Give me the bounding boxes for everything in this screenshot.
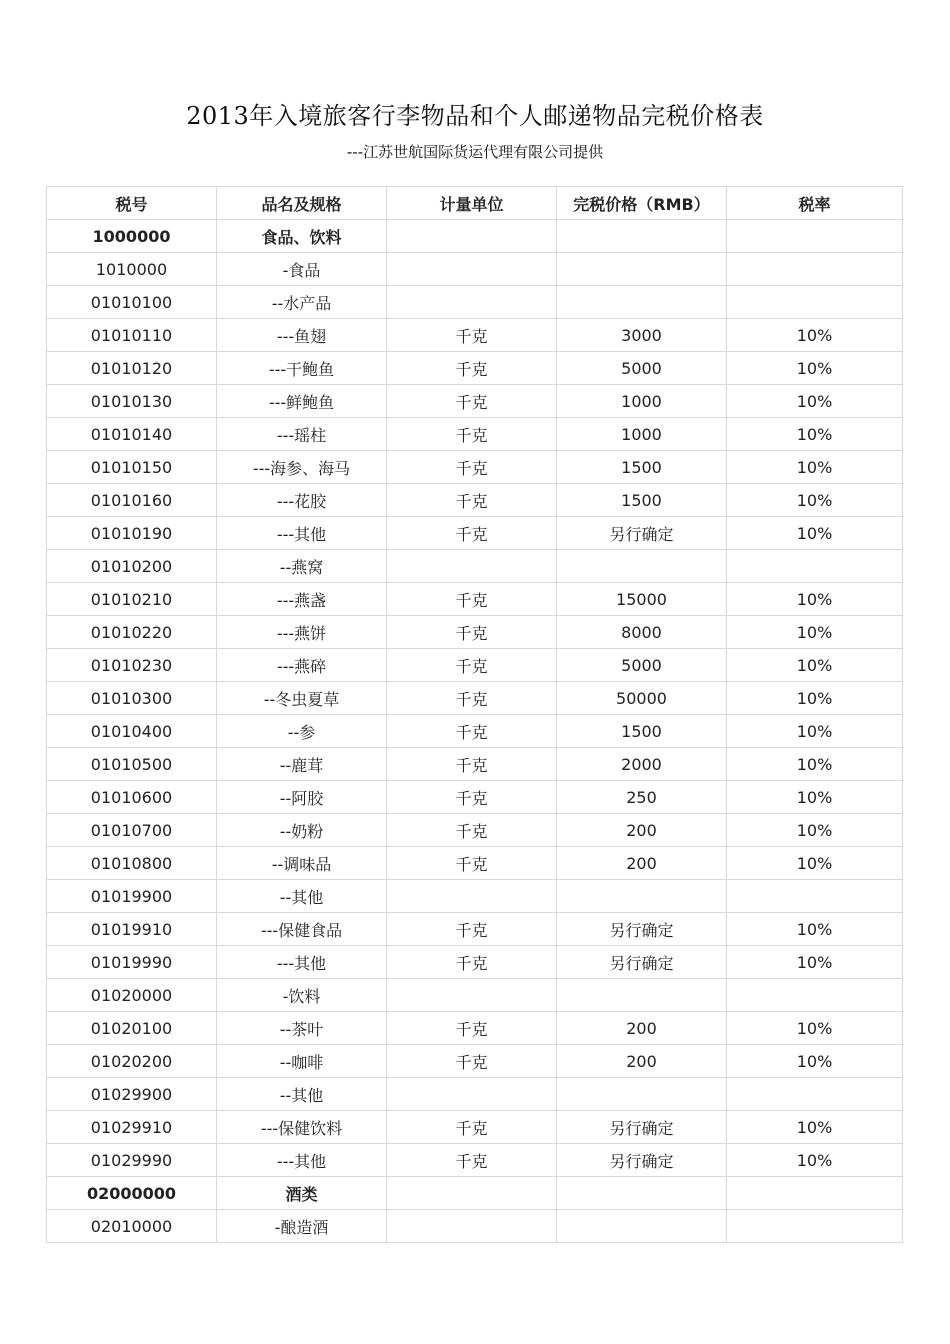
cell-tariff-number: 01019990: [47, 946, 217, 979]
cell-tariff-number: 01010230: [47, 649, 217, 682]
cell-item-name: ---保健食品: [217, 913, 387, 946]
cell-item-name: ---瑶柱: [217, 418, 387, 451]
cell-item-name: 酒类: [217, 1177, 387, 1210]
cell-unit: 千克: [387, 517, 557, 550]
cell-unit: [387, 550, 557, 583]
cell-duty-price: 200: [557, 814, 727, 847]
cell-tariff-number: 1010000: [47, 253, 217, 286]
cell-item-name: --其他: [217, 1078, 387, 1111]
cell-tariff-number: 01010140: [47, 418, 217, 451]
header-duty-price: 完税价格（RMB）: [557, 187, 727, 220]
cell-tariff-number: 01020100: [47, 1012, 217, 1045]
cell-unit: [387, 979, 557, 1012]
cell-tax-rate: 10%: [727, 946, 903, 979]
cell-item-name: ---燕碎: [217, 649, 387, 682]
cell-duty-price: [557, 1210, 727, 1243]
cell-duty-price: [557, 253, 727, 286]
table-row: [47, 220, 903, 253]
table-row: [47, 319, 903, 352]
cell-tariff-number: 01010400: [47, 715, 217, 748]
table-row: [47, 583, 903, 616]
table-row: [47, 913, 903, 946]
cell-tax-rate: 10%: [727, 682, 903, 715]
cell-tariff-number: 01010800: [47, 847, 217, 880]
cell-unit: [387, 220, 557, 253]
cell-unit: [387, 1177, 557, 1210]
cell-duty-price: 8000: [557, 616, 727, 649]
cell-item-name: ---保健饮料: [217, 1111, 387, 1144]
cell-tax-rate: 10%: [727, 715, 903, 748]
cell-tariff-number: 01029900: [47, 1078, 217, 1111]
cell-item-name: --调味品: [217, 847, 387, 880]
cell-item-name: --阿胶: [217, 781, 387, 814]
table-header-row: [47, 187, 903, 220]
cell-item-name: -食品: [217, 253, 387, 286]
cell-item-name: ---鲜鲍鱼: [217, 385, 387, 418]
cell-tax-rate: 10%: [727, 913, 903, 946]
cell-duty-price: [557, 1078, 727, 1111]
cell-unit: 千克: [387, 781, 557, 814]
table-row: [47, 286, 903, 319]
cell-unit: 千克: [387, 913, 557, 946]
cell-duty-price: 1000: [557, 418, 727, 451]
table-row: [47, 814, 903, 847]
cell-item-name: ---花胶: [217, 484, 387, 517]
cell-item-name: --鹿茸: [217, 748, 387, 781]
cell-duty-price: 1500: [557, 715, 727, 748]
cell-duty-price: 另行确定: [557, 517, 727, 550]
cell-tariff-number: 01010300: [47, 682, 217, 715]
cell-unit: 千克: [387, 847, 557, 880]
cell-item-name: ---鱼翅: [217, 319, 387, 352]
cell-tax-rate: [727, 253, 903, 286]
cell-tariff-number: 01019900: [47, 880, 217, 913]
table-row: [47, 418, 903, 451]
table-row: [47, 682, 903, 715]
cell-tax-rate: 10%: [727, 583, 903, 616]
table-row: [47, 880, 903, 913]
cell-tax-rate: 10%: [727, 1111, 903, 1144]
cell-unit: [387, 286, 557, 319]
document-title: 2013年入境旅客行李物品和个人邮递物品完税价格表: [186, 102, 764, 130]
table-row: [47, 979, 903, 1012]
cell-duty-price: 200: [557, 1012, 727, 1045]
cell-tax-rate: 10%: [727, 649, 903, 682]
table-body: [47, 220, 903, 1243]
cell-unit: 千克: [387, 352, 557, 385]
cell-unit: 千克: [387, 616, 557, 649]
cell-duty-price: 50000: [557, 682, 727, 715]
cell-duty-price: 3000: [557, 319, 727, 352]
cell-tax-rate: 10%: [727, 781, 903, 814]
cell-tariff-number: 01010210: [47, 583, 217, 616]
cell-item-name: 食品、饮料: [217, 220, 387, 253]
table-row: [47, 1144, 903, 1177]
cell-tax-rate: [727, 1210, 903, 1243]
cell-unit: 千克: [387, 814, 557, 847]
cell-item-name: ---其他: [217, 946, 387, 979]
cell-item-name: --参: [217, 715, 387, 748]
cell-unit: 千克: [387, 451, 557, 484]
cell-item-name: --冬虫夏草: [217, 682, 387, 715]
table-row: [47, 253, 903, 286]
cell-tax-rate: [727, 979, 903, 1012]
cell-unit: [387, 880, 557, 913]
cell-item-name: ---燕饼: [217, 616, 387, 649]
cell-item-name: ---海参、海马: [217, 451, 387, 484]
cell-item-name: ---其他: [217, 517, 387, 550]
table-row: [47, 1012, 903, 1045]
cell-item-name: --奶粉: [217, 814, 387, 847]
table-row: [47, 385, 903, 418]
cell-unit: 千克: [387, 484, 557, 517]
cell-item-name: --茶叶: [217, 1012, 387, 1045]
cell-tariff-number: 02010000: [47, 1210, 217, 1243]
cell-duty-price: 另行确定: [557, 1111, 727, 1144]
cell-duty-price: 2000: [557, 748, 727, 781]
cell-unit: 千克: [387, 385, 557, 418]
cell-tax-rate: [727, 880, 903, 913]
table-row: [47, 1177, 903, 1210]
cell-unit: 千克: [387, 1111, 557, 1144]
cell-duty-price: [557, 220, 727, 253]
cell-tax-rate: 10%: [727, 616, 903, 649]
cell-duty-price: 1500: [557, 484, 727, 517]
cell-item-name: --燕窝: [217, 550, 387, 583]
cell-tax-rate: [727, 1177, 903, 1210]
cell-duty-price: 5000: [557, 352, 727, 385]
cell-duty-price: [557, 1177, 727, 1210]
table-row: [47, 517, 903, 550]
cell-tariff-number: 01010160: [47, 484, 217, 517]
cell-tax-rate: [727, 1078, 903, 1111]
cell-tax-rate: 10%: [727, 418, 903, 451]
cell-unit: 千克: [387, 418, 557, 451]
cell-tariff-number: 01020000: [47, 979, 217, 1012]
cell-tariff-number: 01010110: [47, 319, 217, 352]
cell-tax-rate: 10%: [727, 319, 903, 352]
table-row: [47, 451, 903, 484]
cell-unit: 千克: [387, 1045, 557, 1078]
cell-tariff-number: 01019910: [47, 913, 217, 946]
cell-duty-price: 另行确定: [557, 946, 727, 979]
cell-item-name: ---干鲍鱼: [217, 352, 387, 385]
cell-duty-price: 200: [557, 1045, 727, 1078]
cell-item-name: ---其他: [217, 1144, 387, 1177]
cell-tariff-number: 01010600: [47, 781, 217, 814]
table-row: [47, 616, 903, 649]
table-row: [47, 550, 903, 583]
table-row: [47, 1078, 903, 1111]
cell-duty-price: 另行确定: [557, 913, 727, 946]
cell-tax-rate: 10%: [727, 748, 903, 781]
cell-tariff-number: 01010200: [47, 550, 217, 583]
cell-duty-price: 另行确定: [557, 1144, 727, 1177]
cell-tax-rate: 10%: [727, 1144, 903, 1177]
cell-tax-rate: [727, 286, 903, 319]
cell-tax-rate: 10%: [727, 385, 903, 418]
header-tariff-number: 税号: [47, 187, 217, 220]
cell-item-name: --咖啡: [217, 1045, 387, 1078]
cell-tariff-number: 01010500: [47, 748, 217, 781]
cell-tax-rate: 10%: [727, 1012, 903, 1045]
cell-unit: 千克: [387, 1144, 557, 1177]
cell-item-name: --水产品: [217, 286, 387, 319]
table-row: [47, 352, 903, 385]
cell-tariff-number: 01010220: [47, 616, 217, 649]
table-row: [47, 946, 903, 979]
table-row: [47, 715, 903, 748]
table-row: [47, 748, 903, 781]
table-row: [47, 649, 903, 682]
cell-duty-price: 250: [557, 781, 727, 814]
cell-tariff-number: 01020200: [47, 1045, 217, 1078]
cell-tariff-number: 01029990: [47, 1144, 217, 1177]
cell-tax-rate: 10%: [727, 484, 903, 517]
cell-duty-price: 1500: [557, 451, 727, 484]
cell-item-name: -酿造酒: [217, 1210, 387, 1243]
table-row: [47, 1111, 903, 1144]
table-row: [47, 847, 903, 880]
cell-unit: 千克: [387, 319, 557, 352]
cell-tariff-number: 01010100: [47, 286, 217, 319]
cell-tax-rate: 10%: [727, 1045, 903, 1078]
cell-tax-rate: 10%: [727, 451, 903, 484]
cell-tax-rate: 10%: [727, 352, 903, 385]
header-item-name: 品名及规格: [217, 187, 387, 220]
cell-duty-price: [557, 550, 727, 583]
cell-unit: 千克: [387, 682, 557, 715]
cell-unit: 千克: [387, 583, 557, 616]
tax-price-table: [46, 186, 903, 1243]
cell-tax-rate: [727, 550, 903, 583]
cell-unit: 千克: [387, 946, 557, 979]
cell-duty-price: 5000: [557, 649, 727, 682]
cell-duty-price: 1000: [557, 385, 727, 418]
cell-tariff-number: 01029910: [47, 1111, 217, 1144]
cell-tariff-number: 01010700: [47, 814, 217, 847]
cell-duty-price: [557, 286, 727, 319]
cell-tax-rate: 10%: [727, 814, 903, 847]
header-tax-rate: 税率: [727, 187, 903, 220]
table-row: [47, 1045, 903, 1078]
cell-tariff-number: 01010130: [47, 385, 217, 418]
cell-duty-price: 15000: [557, 583, 727, 616]
cell-unit: [387, 1078, 557, 1111]
header-unit: 计量单位: [387, 187, 557, 220]
cell-unit: 千克: [387, 1012, 557, 1045]
cell-unit: 千克: [387, 748, 557, 781]
table-row: [47, 1210, 903, 1243]
cell-tariff-number: 01010120: [47, 352, 217, 385]
cell-tariff-number: 02000000: [47, 1177, 217, 1210]
cell-item-name: -饮料: [217, 979, 387, 1012]
cell-unit: [387, 253, 557, 286]
table-row: [47, 781, 903, 814]
cell-tax-rate: [727, 220, 903, 253]
cell-duty-price: [557, 880, 727, 913]
cell-duty-price: [557, 979, 727, 1012]
cell-item-name: ---燕盏: [217, 583, 387, 616]
cell-tariff-number: 01010150: [47, 451, 217, 484]
cell-unit: 千克: [387, 649, 557, 682]
cell-unit: 千克: [387, 715, 557, 748]
cell-duty-price: 200: [557, 847, 727, 880]
cell-tariff-number: 1000000: [47, 220, 217, 253]
cell-tax-rate: 10%: [727, 847, 903, 880]
cell-item-name: --其他: [217, 880, 387, 913]
cell-tax-rate: 10%: [727, 517, 903, 550]
cell-unit: [387, 1210, 557, 1243]
cell-tariff-number: 01010190: [47, 517, 217, 550]
document-subtitle: ---江苏世航国际货运代理有限公司提供: [346, 143, 604, 161]
table-row: [47, 484, 903, 517]
